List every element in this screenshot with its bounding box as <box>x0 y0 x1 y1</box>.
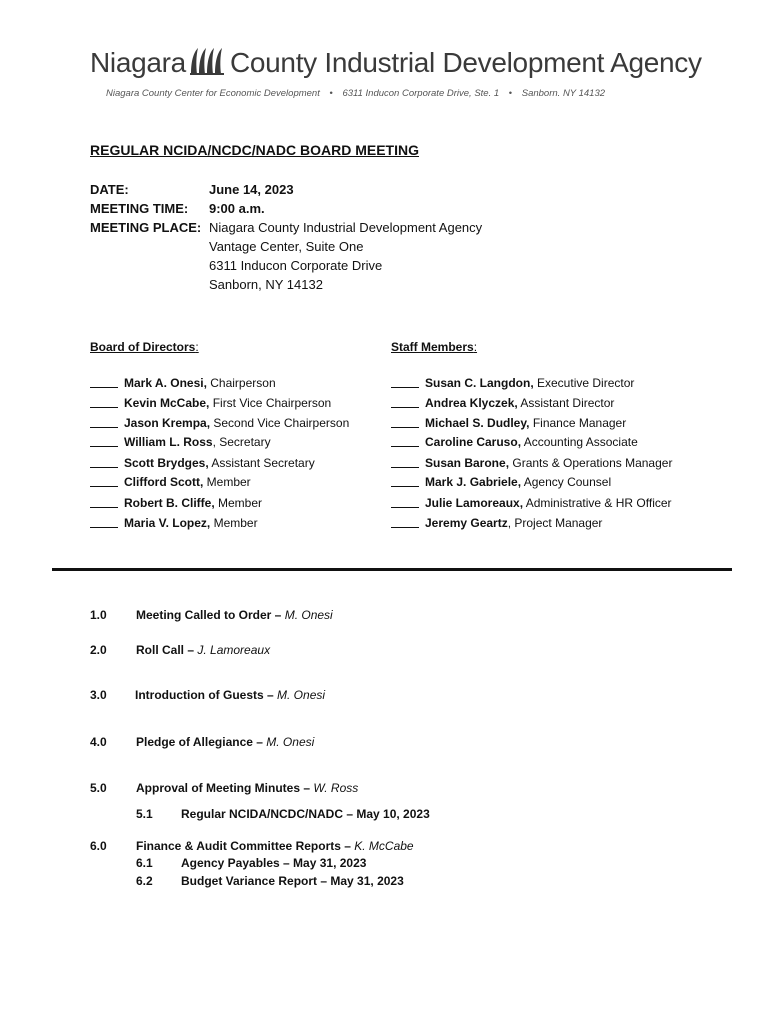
attendance-blank <box>90 446 118 447</box>
member-name: Susan C. Langdon, <box>425 376 534 390</box>
letterhead-city: Sanborn. NY 14132 <box>521 88 606 99</box>
member-name: Michael S. Dudley, <box>425 416 530 430</box>
member-name: Mark J. Gabriele, <box>425 475 522 489</box>
member-role: Grants & Operations Manager <box>509 456 673 470</box>
attendance-blank <box>90 486 118 487</box>
member-name: Jeremy Geartz <box>425 516 508 530</box>
agenda-presenter: J. Lamoreaux <box>197 643 271 657</box>
member-role: , Secretary <box>212 435 271 449</box>
agenda-title <box>136 839 414 853</box>
staff-member <box>391 435 638 449</box>
staff-member <box>391 376 634 390</box>
member-role: Accounting Associate <box>521 435 638 449</box>
attendance-blank <box>391 446 419 447</box>
board-heading-colon: : <box>195 340 199 354</box>
agenda-number: 5.1 <box>136 807 153 821</box>
member-name: Clifford Scott, <box>124 475 204 489</box>
agenda-title <box>135 688 325 702</box>
agenda-number: 6.0 <box>90 839 107 853</box>
attendance-blank <box>90 467 118 468</box>
attendance-blank <box>90 527 118 528</box>
attendance-blank <box>90 407 118 408</box>
staff-heading <box>391 340 477 354</box>
place-line: 6311 Inducon Corporate Drive <box>209 258 383 273</box>
attendance-blank <box>391 427 419 428</box>
attendance-blank <box>90 507 118 508</box>
agenda-number: 6.2 <box>136 874 153 888</box>
member-role: Chairperson <box>206 376 276 390</box>
agenda-title-text: Meeting Called to Order – <box>136 608 285 622</box>
member-role: Member <box>210 516 258 530</box>
agenda-title-text: Approval of Meeting Minutes – <box>136 781 314 795</box>
staff-member <box>391 496 672 510</box>
board-member <box>90 516 258 530</box>
staff-member <box>391 396 614 410</box>
time-value: 9:00 a.m. <box>209 201 265 216</box>
agenda-presenter: M. Onesi <box>284 608 333 622</box>
board-member <box>90 416 349 430</box>
staff-member <box>391 475 611 489</box>
attendance-blank <box>391 507 419 508</box>
agenda-number: 1.0 <box>90 608 107 622</box>
agenda-title-text: Roll Call – <box>136 643 198 657</box>
member-role: Assistant Director <box>517 396 615 410</box>
member-role: , Project Manager <box>507 516 603 530</box>
attendance-blank <box>391 467 419 468</box>
member-role: Administrative & HR Officer <box>523 496 672 510</box>
agenda-title: Regular NCIDA/NCDC/NADC – May 10, 2023 <box>181 807 430 821</box>
agenda-presenter: M. Onesi <box>277 688 326 702</box>
member-role: Member <box>203 475 251 489</box>
staff-member <box>391 416 626 430</box>
board-member <box>90 435 271 449</box>
time-label: MEETING TIME: <box>90 201 189 216</box>
member-role: Assistant Secretary <box>208 456 315 470</box>
agenda-presenter: W. Ross <box>313 781 359 795</box>
agenda-number: 3.0 <box>90 688 107 702</box>
member-name: Susan Barone, <box>425 456 510 470</box>
attendance-blank <box>391 486 419 487</box>
agenda-title <box>136 643 270 657</box>
attendance-blank <box>391 527 419 528</box>
board-member <box>90 456 315 470</box>
agenda-number: 6.1 <box>136 856 153 870</box>
board-member <box>90 496 262 510</box>
board-heading <box>90 340 199 354</box>
agenda-title <box>136 735 314 749</box>
agenda-title-text: Introduction of Guests – <box>135 688 278 702</box>
agenda-presenter: M. Onesi <box>266 735 315 749</box>
member-role: Second Vice Chairperson <box>210 416 350 430</box>
date-label: DATE: <box>90 182 129 197</box>
member-name: Maria V. Lopez, <box>124 516 211 530</box>
agenda-title: Agency Payables – May 31, 2023 <box>181 856 367 870</box>
board-member <box>90 475 251 489</box>
member-role: Agency Counsel <box>521 475 612 489</box>
member-role: First Vice Chairperson <box>209 396 332 410</box>
member-role: Member <box>214 496 263 510</box>
place-line: Niagara County Industrial Development Agency <box>209 220 483 235</box>
letterhead-address: 6311 Inducon Corporate Drive, Ste. 1 <box>342 88 500 99</box>
attendance-blank <box>90 427 118 428</box>
letterhead-center: Niagara County Center for Economic Development <box>106 88 320 99</box>
agenda-title-text: Finance & Audit Committee Reports – <box>136 839 355 853</box>
agenda-number: 4.0 <box>90 735 107 749</box>
place-label: MEETING PLACE: <box>90 220 202 235</box>
attendance-blank <box>391 387 419 388</box>
member-name: Kevin McCabe, <box>124 396 210 410</box>
agenda-title-text: Pledge of Allegiance – <box>136 735 267 749</box>
member-name: Jason Krempa, <box>124 416 211 430</box>
place-line: Vantage Center, Suite One <box>209 239 364 254</box>
letterhead-bullet-1: • <box>329 88 333 99</box>
agenda-title: Budget Variance Report – May 31, 2023 <box>181 874 404 888</box>
section-divider <box>52 568 732 571</box>
staff-member <box>391 516 602 530</box>
letterhead-bullet-2: • <box>508 88 513 99</box>
agenda-number: 2.0 <box>90 643 107 657</box>
attendance-blank <box>90 387 118 388</box>
member-role: Finance Manager <box>529 416 627 430</box>
staff-heading-text: Staff Members <box>391 340 474 354</box>
agency-logo-icon <box>188 46 228 76</box>
member-role: Executive Director <box>533 376 635 390</box>
agenda-title <box>136 608 333 622</box>
letterhead-subline <box>106 88 605 99</box>
agenda-title <box>136 781 358 795</box>
member-name: Andrea Klyczek, <box>425 396 518 410</box>
board-member <box>90 376 276 390</box>
date-value: June 14, 2023 <box>209 182 294 197</box>
member-name: Julie Lamoreaux, <box>425 496 524 510</box>
place-line: Sanborn, NY 14132 <box>209 277 323 292</box>
member-name: Robert B. Cliffe, <box>124 496 215 510</box>
staff-heading-colon: : <box>473 340 478 354</box>
attendance-blank <box>391 407 419 408</box>
agenda-number: 5.0 <box>90 781 107 795</box>
meeting-title: REGULAR NCIDA/NCDC/NADC BOARD MEETING <box>90 142 419 158</box>
letterhead-name-part2: County Industrial Development Agency <box>229 47 702 78</box>
staff-member <box>391 456 672 470</box>
board-heading-text: Board of Directors <box>90 340 196 354</box>
member-name: Caroline Caruso, <box>425 435 522 449</box>
member-name: William L. Ross <box>124 435 213 449</box>
agenda-presenter: K. McCabe <box>354 839 414 853</box>
member-name: Scott Brydges, <box>124 456 209 470</box>
board-member <box>90 396 331 410</box>
letterhead-name-part1: Niagara <box>90 47 186 78</box>
letterhead-title <box>90 46 702 79</box>
member-name: Mark A. Onesi, <box>124 376 207 390</box>
